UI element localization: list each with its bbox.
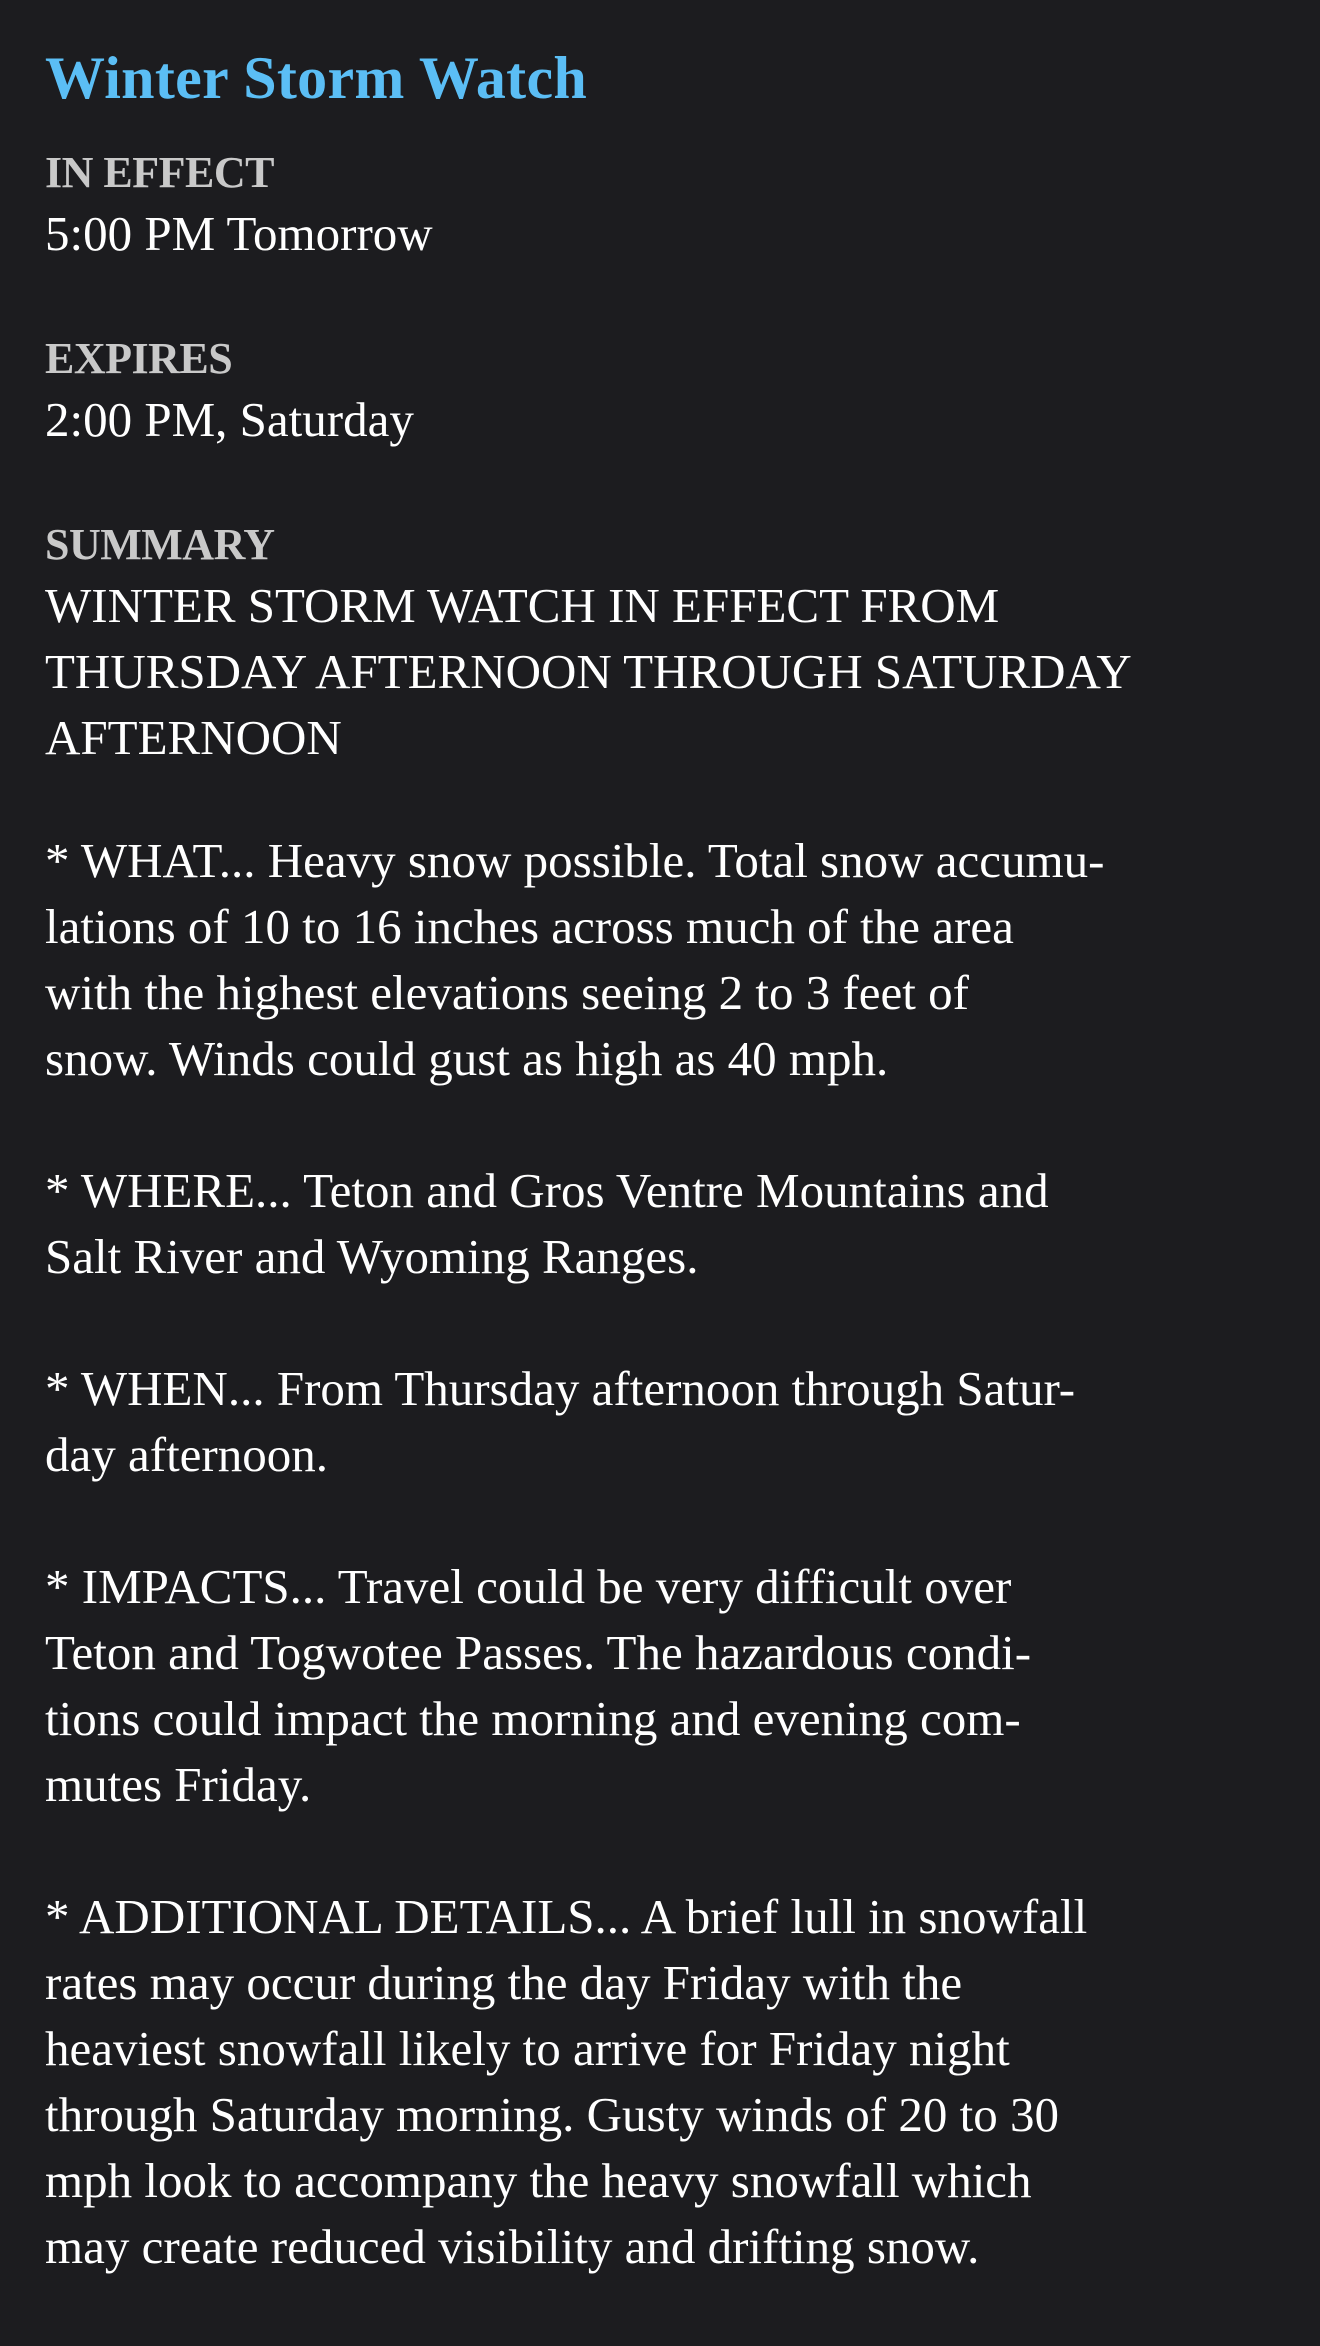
summary-line: THURSDAY AFTERNOON THROUGH SATURDAY: [45, 644, 1132, 699]
summary-line: AFTERNOON: [45, 710, 342, 765]
text-line: mutes Friday.: [45, 1757, 312, 1812]
text-line: lations of 10 to 16 inches across much of the area: [45, 899, 1014, 954]
text-line: heaviest snowfall likely to arrive for Friday night: [45, 2021, 1010, 2076]
alert-body: [45, 828, 1295, 2346]
summary-label: SUMMARY: [45, 520, 275, 569]
in-effect-label: IN EFFECT: [45, 148, 274, 197]
expires-section: [45, 331, 1290, 453]
text-line: tions could impact the morning and evening com-: [45, 1691, 1021, 1746]
in-effect-section: [45, 145, 1290, 267]
text-line: with the highest elevations seeing 2 to 3 feet of: [45, 965, 969, 1020]
in-effect-value: 5:00 PM Tomorrow: [45, 206, 433, 261]
impacts-paragraph: [45, 1554, 1295, 1818]
what-paragraph: [45, 828, 1295, 1092]
additional-details-paragraph: [45, 1884, 1295, 2280]
text-line: * WHEN... From Thursday afternoon through Satur-: [45, 1361, 1076, 1416]
text-line: * WHAT... Heavy snow possible. Total snow accumu-: [45, 833, 1105, 888]
when-paragraph: [45, 1356, 1295, 1488]
text-line: Teton and Togwotee Passes. The hazardous condi-: [45, 1625, 1032, 1680]
where-paragraph: [45, 1158, 1295, 1290]
expires-value: 2:00 PM, Saturday: [45, 392, 414, 447]
text-line: mph look to accompany the heavy snowfall which: [45, 2153, 1032, 2208]
text-line: may create reduced visibility and drifting snow.: [45, 2219, 980, 2274]
expires-label: EXPIRES: [45, 334, 233, 383]
text-line: day afternoon.: [45, 1427, 328, 1482]
text-line: * ADDITIONAL DETAILS... A brief lull in snowfall: [45, 1889, 1088, 1944]
alert-title: Winter Storm Watch: [45, 45, 588, 111]
text-line: rates may occur during the day Friday with the: [45, 1955, 963, 2010]
summary-section: [45, 517, 1290, 771]
text-line: * WHERE... Teton and Gros Ventre Mountains and: [45, 1163, 1049, 1218]
text-line: through Saturday morning. Gusty winds of 20 to 30: [45, 2087, 1059, 2142]
text-line: Salt River and Wyoming Ranges.: [45, 1229, 699, 1284]
text-line: * IMPACTS... Travel could be very difficult over: [45, 1559, 1012, 1614]
text-line: snow. Winds could gust as high as 40 mph.: [45, 1031, 889, 1086]
summary-line: WINTER STORM WATCH IN EFFECT FROM: [45, 578, 1000, 633]
